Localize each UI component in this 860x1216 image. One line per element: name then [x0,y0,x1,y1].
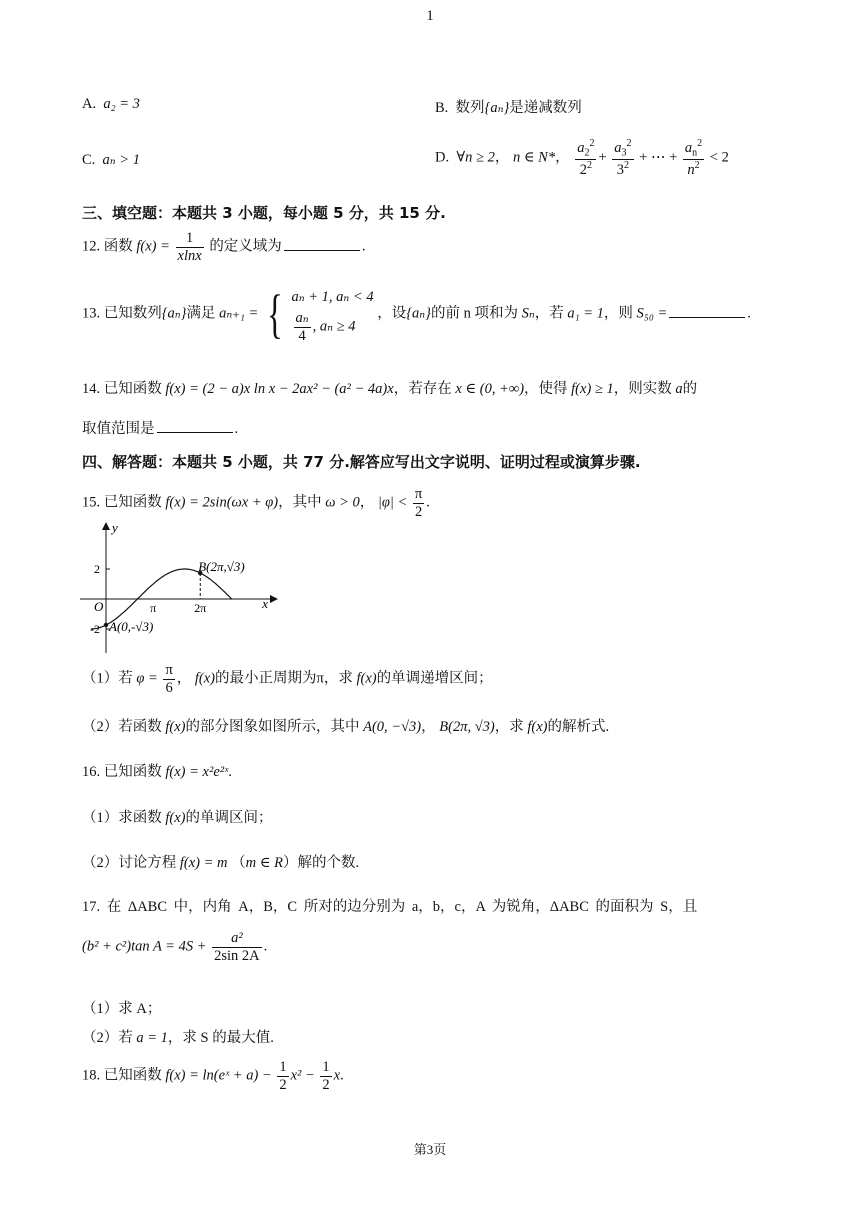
q13-brace: { [267,284,283,345]
q15-part-2 [82,715,609,736]
q14-t4: ，则实数 [613,381,672,397]
question-13 [82,284,751,344]
q13-answer-blank[interactable] [669,305,745,318]
q16-p1-t2: 的单调区间； [185,810,273,826]
option-b-text-after: 是递减数列 [509,100,582,116]
q12-post: 的定义域为 [209,238,282,255]
q18-end: . [340,1067,344,1084]
option-d-frac-3: $\frac{a_3^2}{3^2}$ [614,138,632,179]
q12-frac-den: xlnx [177,247,202,264]
option-b-label: B. [435,100,449,116]
q13-seq: {aₙ} [161,305,187,322]
q15-p1-t3: 的最小正周期为 [215,670,317,687]
q15-function-graph [78,518,288,656]
point-b-label: B(2π,√3) [198,559,245,575]
q15-cond2: |φ| < [377,494,408,511]
option-a-label: A. [82,96,97,112]
q16-p2-t3: ）解的个数. [282,855,360,871]
q17-number: 17. [82,899,101,915]
q13-case2-tail: , aₙ ≥ 4 [312,318,356,335]
q17-eq: (b² + c²)tan A = 4S + [82,938,207,955]
q14-t5: 的 [682,381,698,397]
q12-pre: 函数 [103,238,133,255]
page-footer: 第3页 [413,1142,447,1157]
y-axis-arrow [102,522,110,530]
q18-func: f(x) = ln(eˣ + a) − [165,1067,272,1084]
q15-phi: φ = [136,670,158,687]
q13-t4: 的前 n 项和为 [430,305,518,322]
q18-half-den: 2 [279,1076,287,1093]
q15-p1-fx: f(x) [194,670,216,687]
option-c-math: aₙ > 1 [102,152,140,168]
question-12 [82,230,365,264]
x-tick-2pi: 2π [194,601,207,615]
q12-frac-num: 1 [176,230,204,248]
q15-p2-t2: 的部分图象如图所示，其中 [185,719,360,735]
q15-t1: 已知函数 [103,494,162,511]
option-d-tail: < 2 [709,149,729,166]
q16-p1-fx: f(x) [165,810,186,826]
q12-fx: f(x) = [136,238,170,255]
option-c-label: C. [82,152,96,168]
q18-half-num-2: 1 [322,1059,330,1075]
q17-end: . [263,938,268,955]
q13-t6: ，则 [603,305,633,322]
q15-cond1: ω > 0 [325,494,360,511]
q14-number: 14. [82,381,101,397]
q13-lhs: aₙ₊₁ = [219,305,259,322]
question-14-line2 [82,417,238,438]
option-d-math2: n ∈ N* [512,149,556,166]
q15-p1-pi-period: π [316,670,324,687]
q13-t1: 已知数列 [103,305,162,322]
option-d-dots: + ⋯ + [639,149,678,166]
q13-t2: 满足 [186,305,216,322]
option-d-frac-2: $\frac{a_2^2}{2^2}$ [577,138,595,179]
q13-case2-frac [294,310,311,344]
q13-cases [292,284,374,344]
q16-part-2 [82,851,359,872]
q17-equation-line [82,930,267,964]
q13-t3: ，设 [377,305,407,322]
q17-frac-den: 2sin 2A [214,947,260,964]
q16-number: 16. [82,764,101,780]
q17-p2: （2）若 [82,1030,133,1046]
q12-answer-blank[interactable] [284,238,360,251]
q15-p1-t4: ，求 [323,670,353,687]
y-axis-label: y [112,520,118,535]
x-axis-label: x [262,596,268,611]
question-14 [82,377,697,398]
question-15 [82,486,430,520]
q14-domain: x ∈ (0, +∞) [455,381,525,397]
q17-fraction [212,930,262,964]
section-answer-heading: 四、解答题：本题共 5 小题，共 77 分.解答应写出文字说明、证明过程或演算步骤. [82,453,641,471]
q17-part-2 [82,1026,274,1047]
q15-point-b: B(2π, √3) [439,719,495,735]
q14-answer-blank[interactable] [157,420,233,433]
y-tick-neg2: -2 [90,622,100,636]
q16-end: . [228,764,232,780]
q14-end: . [234,421,239,437]
question-16 [82,760,232,781]
q18-number: 18. [82,1067,101,1084]
q15-p2-fx: f(x) [165,719,186,735]
q15-point-a: A(0, −√3) [363,719,422,735]
q14-t3: ，使得 [524,381,568,397]
q17-p2-t2: ，求 S 的最大值. [167,1030,274,1046]
q15-number: 15. [82,494,101,511]
q13-case1: aₙ + 1, aₙ < 4 [291,289,374,305]
option-b-math: {aₙ} [484,100,510,116]
q15-p2-comma: ， [421,719,436,735]
q16-t1: 已知函数 [103,764,162,780]
point-a [104,623,108,627]
q16-p2: （2）讨论方程 [82,855,177,871]
q18-half-num: 1 [279,1059,287,1075]
q13-sn: Sₙ [521,305,535,322]
q15-pi-over-2 [413,486,424,520]
q15-part-1 [82,662,493,696]
q16-cond: m ∈ R [245,855,283,871]
y-tick-2: 2 [94,562,100,576]
q15-pi: π [414,486,423,502]
q15-p2-label: （2）若函数 [82,719,162,735]
question-17 [82,895,697,916]
option-b-text-before: 数列 [455,100,485,116]
q16-part-1 [82,806,273,827]
q15-p2-fx-2: f(x) [527,719,548,735]
option-d-label: D. [435,149,450,166]
q18-half-den-2: 2 [322,1076,330,1093]
q17-part-1: （1）求 A； [82,1001,162,1017]
q14-func: f(x) = (2 − a)x ln x − 2ax² − (a² − 4a)x [165,381,394,397]
q15-two: 2 [414,503,423,520]
q15-p1-t5: 的单调递增区间； [376,670,493,687]
q16-p2-t2: （ [231,855,246,871]
q15-t3: ， [359,494,375,511]
q17-frac-num: a² [212,930,262,948]
q15-func: f(x) = 2sin(ωx + φ) [165,494,279,511]
q14-ineq: f(x) ≥ 1 [571,381,614,397]
q17-line1: 在 ΔABC 中，内角 A，B，C 所对的边分别为 a，b，c，A 为锐角，ΔABC 的面积为 S，且 [106,899,698,915]
q13-case2-num: aₙ [295,310,309,326]
option-a-math: a₂ = 3 [103,96,140,112]
q15-p1-t2: ， [176,670,192,687]
option-d-sep: ， [494,149,510,166]
q13-end: . [747,305,751,322]
q15-pi-over-6 [163,662,174,696]
q13-case2-den: 4 [298,327,306,344]
q12-fraction [176,230,204,264]
q16-func: f(x) = x²e²ˣ [165,764,229,780]
q15-p1-fx-2: f(x) [356,670,377,687]
q13-number: 13. [82,305,101,322]
section-fill-heading: 三、填空题：本题共 3 小题，每小题 5 分，共 15 分. [82,204,446,222]
q18-half-1 [277,1059,288,1093]
q15-end: . [426,494,430,511]
page-number-top: 1 [426,8,434,24]
q17-cond: a = 1 [136,1030,168,1046]
option-d-frac-n: $\frac{a_n^2}{n^2}$ [684,138,703,179]
q13-s50: S₅₀ = [636,305,668,322]
q15-p2-t4: 的解析式. [547,719,610,735]
q18-x2: x² − [290,1067,315,1084]
question-18 [82,1059,344,1093]
q14-t1: 已知函数 [103,381,162,397]
option-d-math1: ∀n ≥ 2 [456,149,495,166]
q15-p1-pi: π [165,662,173,678]
option-a [82,96,140,113]
q15-p2-t3: ，求 [494,719,524,735]
q12-end: . [361,238,366,255]
q16-p1: （1）求函数 [82,810,162,826]
option-c [82,152,140,169]
origin-label: O [94,599,104,614]
q16-eq: f(x) = m [179,855,228,871]
q13-t5: ，若 [534,305,564,322]
q15-six: 6 [165,679,173,696]
q18-x1: x [333,1067,341,1084]
q14-a: a [675,381,683,397]
q14-t2: ，若存在 [393,381,452,397]
option-d-sep2: ， [555,149,570,166]
q18-half-2 [320,1059,331,1093]
q15-t2: ，其中 [278,494,322,511]
q13-a1: a₁ = 1 [567,305,604,322]
q14-line2: 取值范围是 [82,421,155,437]
q18-t1: 已知函数 [103,1067,162,1084]
q12-number: 12. [82,238,101,255]
x-tick-pi: π [150,601,157,615]
option-b [435,96,582,117]
q13-seq-2: {aₙ} [406,305,431,322]
x-axis-arrow [270,595,278,603]
option-d: D. ∀n ≥ 2， n ∈ N*， $\frac{a_2^2}{2^2}$ + $\frac{a_3^2}{3^2}$ + ⋯ + $\frac{a_n^2}{n^2}$ < 2 [435,138,729,179]
point-a-label: A(0,-√3) [109,618,154,634]
q15-p1-label: （1）若 [82,670,133,687]
